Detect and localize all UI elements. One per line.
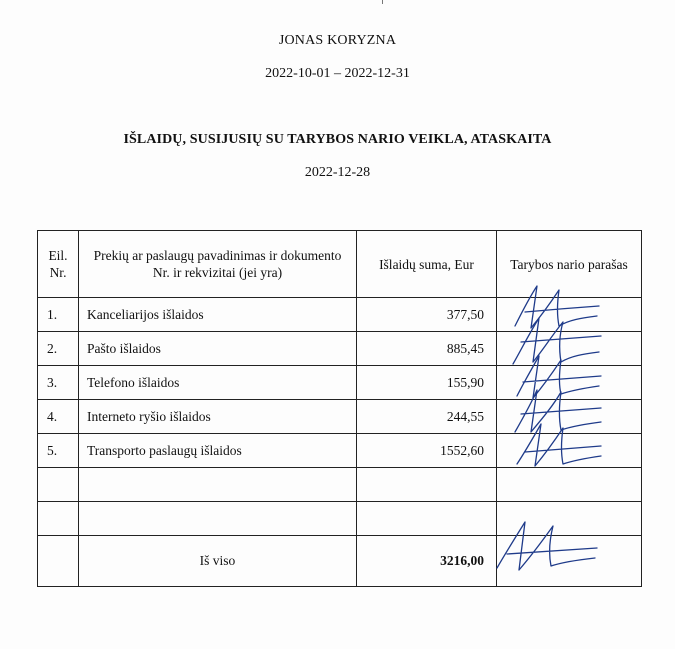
row-sum: 885,45 — [357, 332, 497, 366]
row-description: Transporto paslaugų išlaidos — [79, 434, 357, 468]
row-number: 3. — [38, 366, 79, 400]
empty-cell — [357, 468, 497, 502]
report-period: 2022-10-01 – 2022-12-31 — [265, 66, 410, 81]
report-date: 2022-12-28 — [304, 165, 371, 180]
report-title: IŠLAIDŲ, SUSIJUSIŲ SU TARYBOS NARIO VEIKLA, ATASKAITA — [123, 132, 552, 147]
empty-cell — [497, 468, 642, 502]
empty-cell — [357, 502, 497, 536]
table-header-row — [38, 231, 642, 298]
total-label: Iš viso — [79, 536, 357, 587]
row-sum: 155,90 — [357, 366, 497, 400]
row-number: 5. — [38, 434, 79, 468]
total-row — [38, 536, 642, 587]
table-row — [38, 434, 642, 468]
row-signature-cell — [497, 366, 642, 400]
table-row-empty — [38, 468, 642, 502]
column-header-nr: Eil. Nr. — [38, 231, 79, 298]
row-description: Interneto ryšio išlaidos — [79, 400, 357, 434]
table-row — [38, 298, 642, 332]
row-description: Kanceliarijos išlaidos — [79, 298, 357, 332]
table-row — [38, 400, 642, 434]
row-number: 4. — [38, 400, 79, 434]
row-sum: 1552,60 — [357, 434, 497, 468]
row-description: Telefono išlaidos — [79, 366, 357, 400]
column-header-sign: Tarybos nario parašas — [497, 231, 642, 298]
row-signature-cell — [497, 434, 642, 468]
row-signature-cell — [497, 400, 642, 434]
table-row — [38, 366, 642, 400]
column-header-name: Prekių ar paslaugų pavadinimas ir dokumento Nr. ir rekvizitai (jei yra) — [79, 231, 357, 298]
column-header-sum: Išlaidų suma, Eur — [357, 231, 497, 298]
total-signature-cell — [497, 536, 642, 587]
row-description: Pašto išlaidos — [79, 332, 357, 366]
row-sum: 244,55 — [357, 400, 497, 434]
row-number: 1. — [38, 298, 79, 332]
empty-cell — [38, 502, 79, 536]
table-row — [38, 332, 642, 366]
empty-cell — [79, 502, 357, 536]
empty-cell — [497, 502, 642, 536]
person-name: JONAS KORYZNA — [278, 33, 397, 48]
total-sum: 3216,00 — [357, 536, 497, 587]
empty-cell — [38, 468, 79, 502]
row-sum: 377,50 — [357, 298, 497, 332]
scan-mark — [382, 0, 383, 4]
row-number: 2. — [38, 332, 79, 366]
row-signature-cell — [497, 298, 642, 332]
empty-cell — [79, 468, 357, 502]
empty-cell — [38, 536, 79, 587]
table-row-empty — [38, 502, 642, 536]
expenses-table — [37, 230, 642, 587]
row-signature-cell — [497, 332, 642, 366]
